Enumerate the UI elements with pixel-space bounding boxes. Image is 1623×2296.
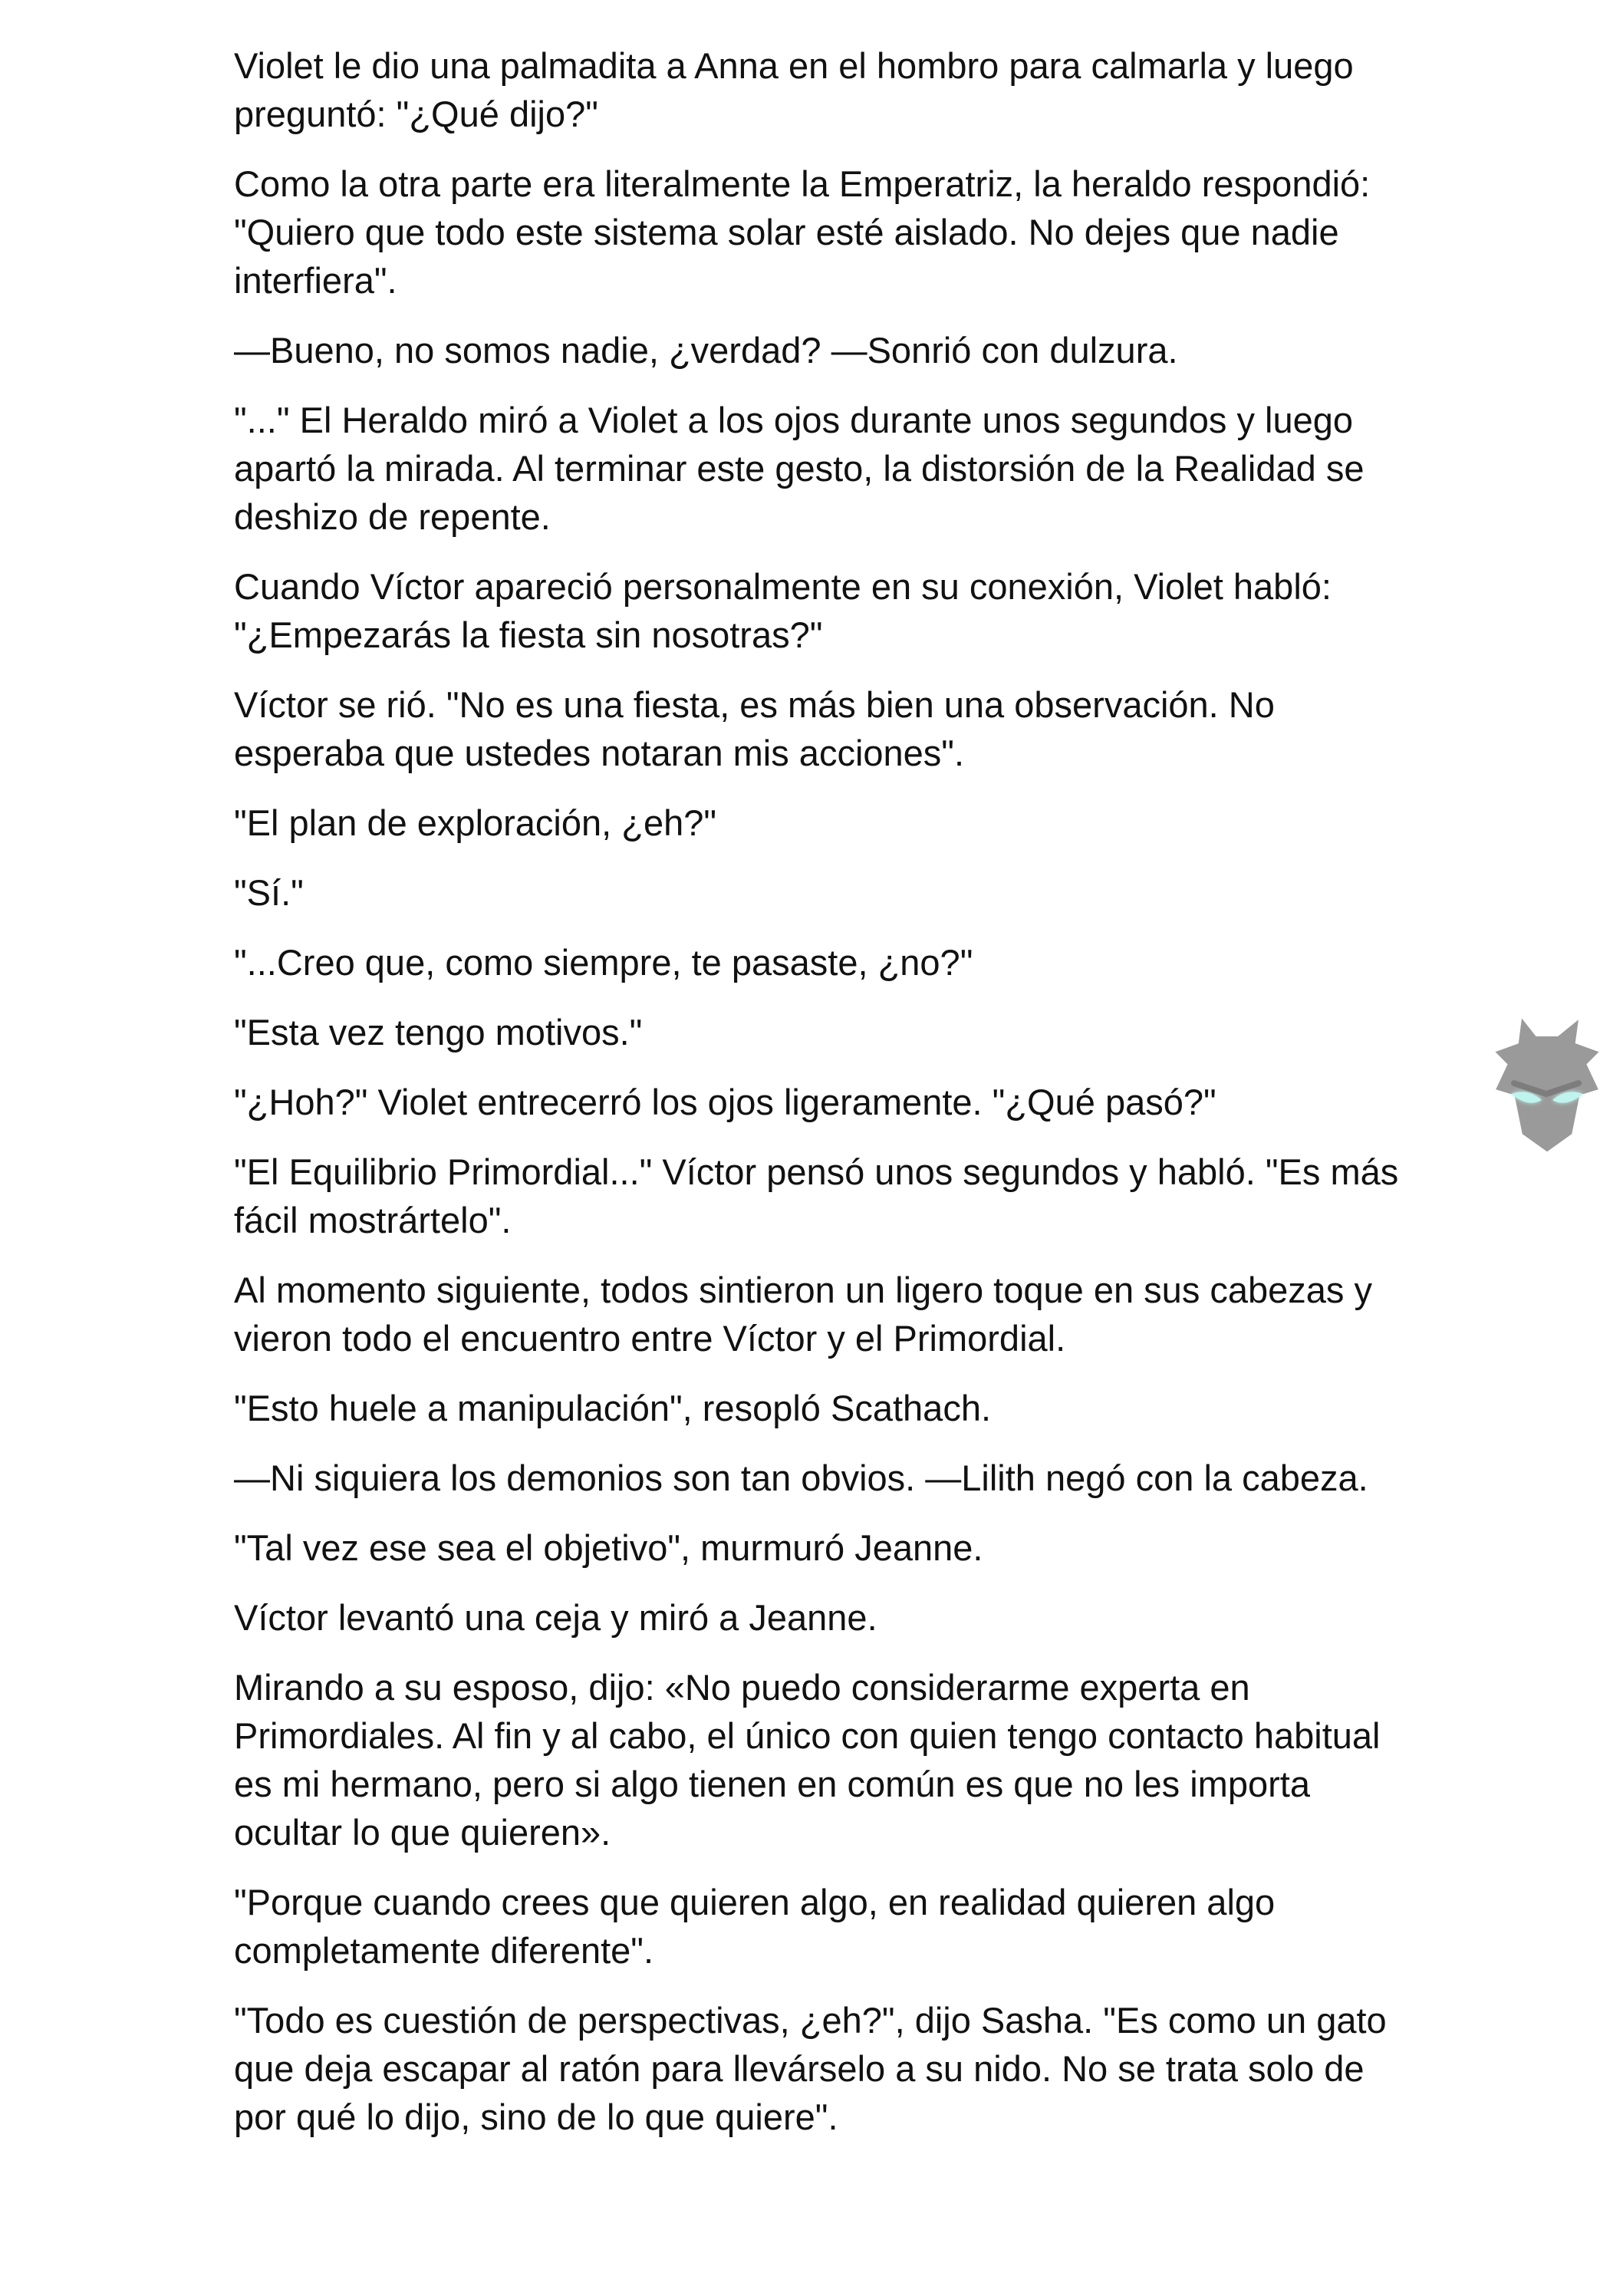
paragraph: "Tal vez ese sea el objetivo", murmuró Jeanne. xyxy=(234,1527,983,1568)
paragraph: Mirando a su esposo, dijo: «No puedo considerarme experta en Primordiales. Al fin y al cabo, el único con quien tengo contacto habitual es mi hermano, pero si algo tienen en común es que no les importa ocultar lo que quieren». xyxy=(234,1667,1381,1853)
paragraph: "Sí." xyxy=(234,872,304,913)
paragraph: "Esta vez tengo motivos." xyxy=(234,1012,643,1052)
paragraph: Víctor levantó una ceja y miró a Jeanne. xyxy=(234,1597,877,1638)
paragraph: "¿Hoh?" Violet entrecerró los ojos ligeramente. "¿Qué pasó?" xyxy=(234,1082,1216,1122)
paragraph: —Ni siquiera los demonios son tan obvios. —Lilith negó con la cabeza. xyxy=(234,1458,1368,1498)
paragraph: "El Equilibrio Primordial..." Víctor pensó unos segundos y habló. "Es más fácil mostrártelo". xyxy=(234,1151,1399,1240)
paragraph: Al momento siguiente, todos sintieron un ligero toque en sus cabezas y vieron todo el encuentro entre Víctor y el Primordial. xyxy=(234,1270,1372,1359)
paragraph: —Bueno, no somos nadie, ¿verdad? —Sonrió con dulzura. xyxy=(234,330,1178,371)
paragraph: "Esto huele a manipulación", resopló Scathach. xyxy=(234,1388,992,1428)
paragraph: "...Creo que, como siempre, te pasaste, ¿no?" xyxy=(234,942,973,983)
paragraph: "Todo es cuestión de perspectivas, ¿eh?", dijo Sasha. "Es como un gato que deja escapar al ratón para llevárselo a su nido. No se trata solo de por qué lo dijo, sino de lo que quiere". xyxy=(234,2000,1387,2137)
demon-head-icon xyxy=(1467,997,1623,1174)
demon-head-shape xyxy=(1491,1013,1603,1155)
paragraph: "..." El Heraldo miró a Violet a los ojos durante unos segundos y luego apartó la mirada. Al terminar este gesto, la distorsión de la Realidad se deshizo de repente. xyxy=(234,400,1365,537)
paragraph: "Porque cuando crees que quieren algo, en realidad quieren algo completamente diferente". xyxy=(234,1882,1276,1971)
paragraph: Como la otra parte era literalmente la Emperatriz, la heraldo respondió: "Quiero que todo este sistema solar esté aislado. No dejes que nadie interfiera". xyxy=(234,163,1371,301)
paragraph: "El plan de exploración, ¿eh?" xyxy=(234,802,717,843)
document-body xyxy=(234,41,1400,2163)
paragraph: Víctor se rió. "No es una fiesta, es más bien una observación. No esperaba que ustedes notaran mis acciones". xyxy=(234,684,1275,773)
paragraph: Violet le dio una palmadita a Anna en el hombro para calmarla y luego preguntó: "¿Qué dijo?" xyxy=(234,45,1354,134)
paragraph: Cuando Víctor apareció personalmente en su conexión, Violet habló: "¿Empezarás la fiesta sin nosotras?" xyxy=(234,566,1332,655)
